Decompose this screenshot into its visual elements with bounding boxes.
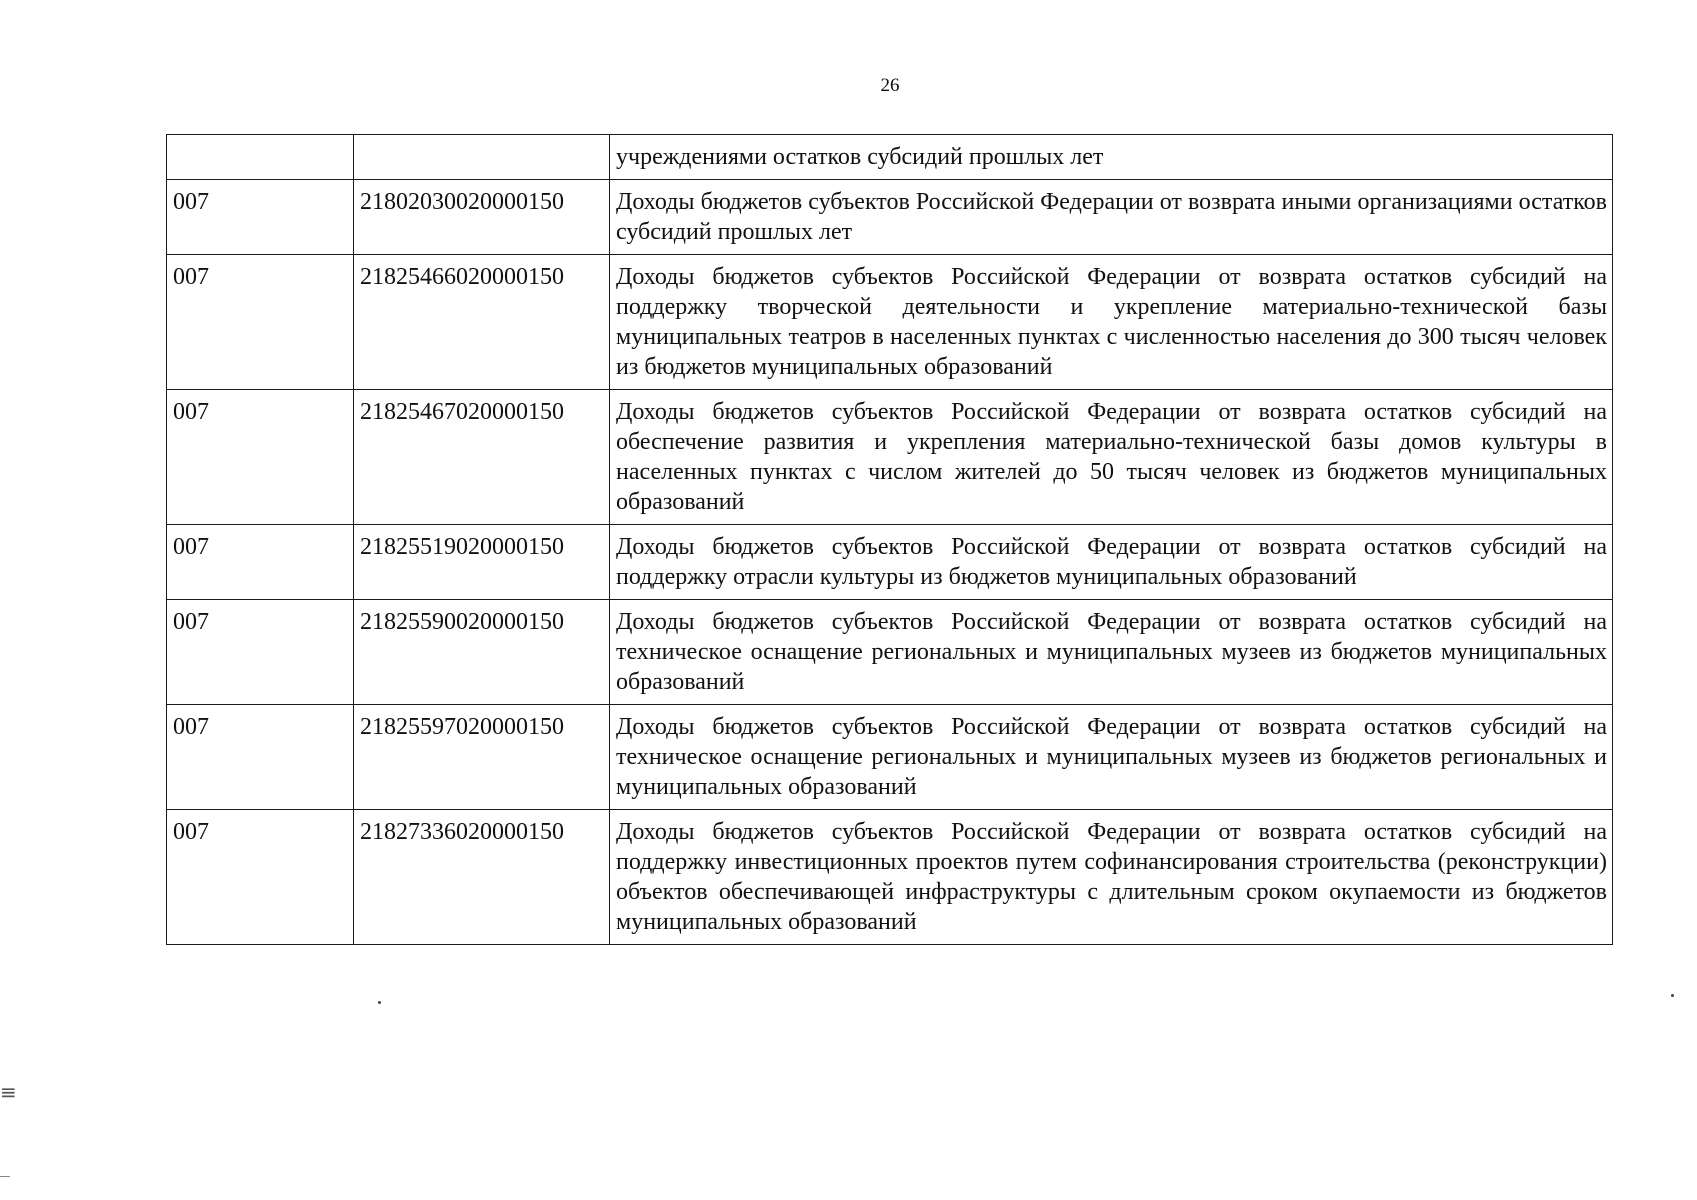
budget-code-cell: 21825590020000150 (354, 600, 610, 705)
admin-code-cell: 007 (167, 600, 354, 705)
budget-code-cell: 21825519020000150 (354, 525, 610, 600)
page-number: 26 (880, 75, 900, 96)
budget-code-cell: 21825466020000150 (354, 255, 610, 390)
budget-code-cell: 21825597020000150 (354, 705, 610, 810)
scan-margin-line (0, 1176, 10, 1177)
budget-code-cell: 21825467020000150 (354, 390, 610, 525)
description-cell: Доходы бюджетов субъектов Российской Федерации от возврата остатков субсидий на поддержку творческой деятельности и укрепление материально-технической базы муниципальных театров в населенных пунктах с численностью населения до 300 тысяч человек из бюджетов муниципальных образований (610, 255, 1613, 390)
scan-margin-mark: ≡ (0, 1080, 17, 1104)
budget-code-cell: 21802030020000150 (354, 180, 610, 255)
table-row (167, 705, 1613, 810)
scan-speck (378, 1001, 381, 1004)
budget-code-cell: 21827336020000150 (354, 810, 610, 945)
table-row (167, 390, 1613, 525)
admin-code-cell: 007 (167, 525, 354, 600)
description-cell: Доходы бюджетов субъектов Российской Федерации от возврата иными организациями остатков субсидий прошлых лет (610, 180, 1613, 255)
table-row (167, 600, 1613, 705)
admin-code-cell: 007 (167, 255, 354, 390)
description-cell: Доходы бюджетов субъектов Российской Федерации от возврата остатков субсидий на техническое оснащение региональных и муниципальных музеев из бюджетов муниципальных образований (610, 600, 1613, 705)
description-cell: Доходы бюджетов субъектов Российской Федерации от возврата остатков субсидий на обеспечение развития и укрепления материально-технической базы домов культуры в населенных пунктах с числом жителей до 50 тысяч человек из бюджетов муниципальных образований (610, 390, 1613, 525)
table-row (167, 135, 1613, 180)
description-cell: Доходы бюджетов субъектов Российской Федерации от возврата остатков субсидий на поддержку инвестиционных проектов путем софинансирования строительства (реконструкции) объектов обеспечивающей инфраструктуры с длительным сроком окупаемости из бюджетов муниципальных образований (610, 810, 1613, 945)
description-cell: Доходы бюджетов субъектов Российской Федерации от возврата остатков субсидий на поддержку отрасли культуры из бюджетов муниципальных образований (610, 525, 1613, 600)
description-cell: Доходы бюджетов субъектов Российской Федерации от возврата остатков субсидий на техническое оснащение региональных и муниципальных музеев из бюджетов региональных и муниципальных образований (610, 705, 1613, 810)
table-row (167, 525, 1613, 600)
table-row (167, 810, 1613, 945)
table-row (167, 255, 1613, 390)
admin-code-cell (167, 135, 354, 180)
admin-code-cell: 007 (167, 705, 354, 810)
table-row (167, 180, 1613, 255)
budget-code-table (166, 134, 1613, 945)
admin-code-cell: 007 (167, 810, 354, 945)
admin-code-cell: 007 (167, 390, 354, 525)
description-cell: учреждениями остатков субсидий прошлых лет (610, 135, 1613, 180)
scan-speck (1671, 994, 1674, 997)
budget-code-cell (354, 135, 610, 180)
admin-code-cell: 007 (167, 180, 354, 255)
